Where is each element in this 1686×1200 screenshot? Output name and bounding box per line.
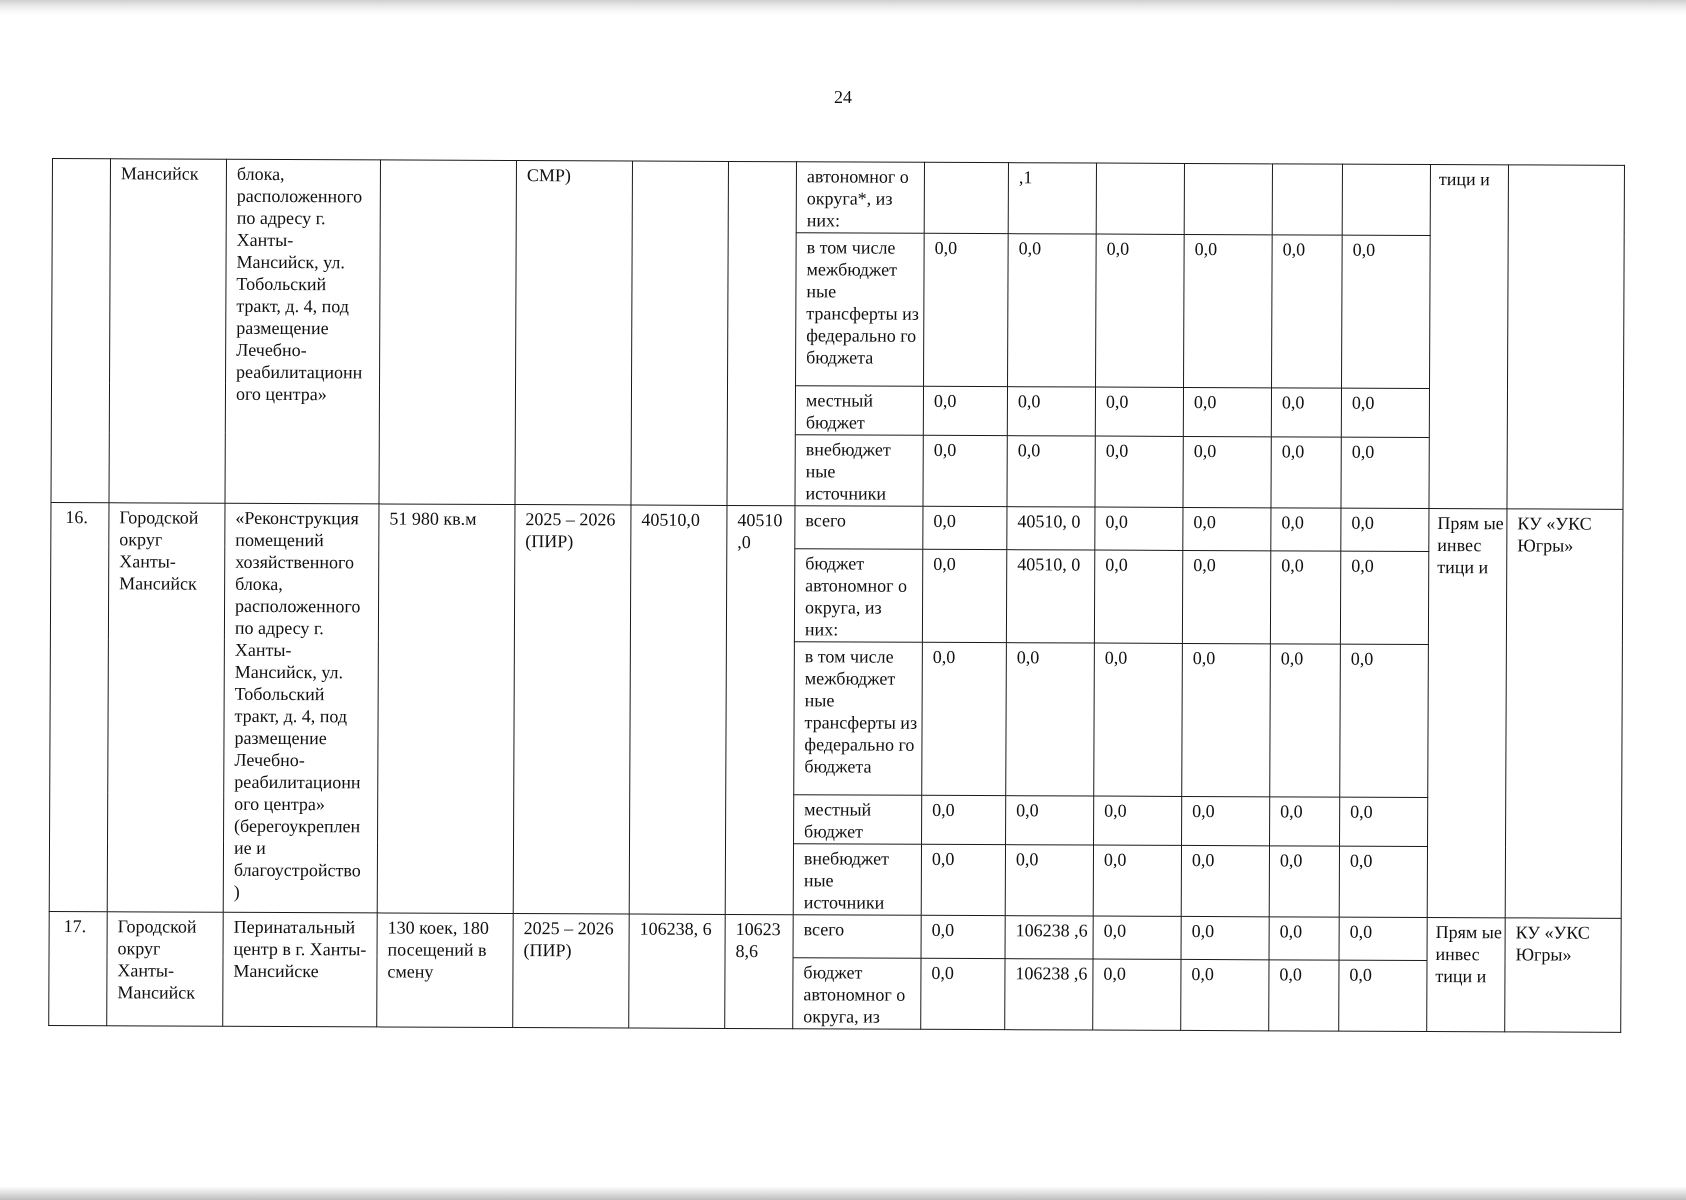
value-cell: 0,0 — [923, 435, 1007, 506]
balance-cell: 10623 8,6 — [725, 914, 793, 1028]
capacity-cell: 130 коек, 180 посещений в смену — [377, 913, 513, 1028]
row-number-cell — [51, 159, 111, 503]
source-label-cell: всего — [793, 915, 921, 959]
value-cell: 0,0 — [924, 233, 1009, 386]
investment-type-cell: тици и — [1429, 165, 1509, 509]
value-cell: 0,0 — [1093, 959, 1181, 1030]
value-cell: 0,0 — [1007, 436, 1095, 507]
value-cell — [1184, 163, 1272, 234]
value-cell — [1342, 164, 1430, 235]
value-cell: 0,0 — [1269, 917, 1339, 960]
value-cell: 0,0 — [1093, 845, 1181, 916]
value-cell: 0,0 — [1341, 437, 1429, 508]
value-cell: 0,0 — [921, 958, 1005, 1029]
value-cell: 0,0 — [1270, 551, 1340, 644]
value-cell: 0,0 — [1341, 388, 1429, 437]
value-cell: 0,0 — [1339, 960, 1427, 1031]
value-cell: 0,0 — [1006, 643, 1095, 796]
value-cell: 0,0 — [1095, 507, 1183, 550]
table-row — [51, 502, 1623, 552]
value-cell: 0,0 — [922, 642, 1007, 795]
value-cell: 0,0 — [1339, 846, 1427, 917]
district-cell: Городской округ Ханты-Мансийск — [107, 912, 223, 1027]
value-cell — [1096, 163, 1184, 234]
value-cell: 0,0 — [1181, 916, 1269, 959]
customer-cell: КУ «УКС Югры» — [1505, 509, 1623, 919]
value-cell: 0,0 — [1269, 960, 1339, 1031]
value-cell: 0,0 — [1008, 234, 1097, 387]
value-cell: 0,0 — [923, 386, 1007, 435]
district-cell: Городской округ Ханты-Мансийск — [107, 503, 225, 913]
source-label-cell: внебюджет ные источники — [795, 435, 923, 507]
value-cell: 0,0 — [1181, 845, 1269, 916]
value-cell: 0,0 — [1094, 550, 1182, 643]
value-cell — [1272, 164, 1342, 235]
value-cell: 0,0 — [1339, 917, 1427, 960]
source-label-cell: в том числе межбюджет ные трансферты из федерально го бюджета — [796, 233, 925, 387]
customer-cell: КУ «УКС Югры» — [1505, 918, 1621, 1033]
value-cell: 0,0 — [1342, 235, 1431, 388]
value-cell: 0,0 — [1094, 643, 1183, 796]
value-cell: 0,0 — [1006, 796, 1094, 845]
value-cell: 0,0 — [1340, 644, 1429, 797]
value-cell: 0,0 — [1182, 796, 1270, 845]
source-label-cell: внебюджет ные источники — [793, 844, 921, 916]
investment-table — [48, 158, 1625, 1033]
cost-cell: 106238, 6 — [629, 914, 725, 1028]
source-label-cell: местный бюджет — [794, 795, 922, 845]
row-number-cell: 16. — [49, 502, 109, 911]
capacity-cell: 51 980 кв.м — [377, 504, 515, 914]
value-cell: 0,0 — [1094, 796, 1182, 845]
value-cell: 0,0 — [1005, 845, 1093, 916]
value-cell: 0,0 — [1183, 387, 1271, 436]
scan-edge-top — [0, 0, 1686, 16]
value-cell: 0,0 — [1341, 508, 1429, 551]
balance-cell: 40510 ,0 — [725, 505, 795, 914]
district-cell: Мансийск — [109, 159, 226, 504]
source-label-cell: местный бюджет — [795, 386, 923, 436]
object-name-cell: блока, расположенного по адресу г. Ханты-Мансийск, ул. Тобольский тракт, д. 4, под размещение Лечебно-реабилитационн ого центра» — [225, 159, 380, 504]
table-row — [52, 159, 1624, 237]
value-cell: 0,0 — [1184, 234, 1273, 387]
value-cell: 0,0 — [1095, 387, 1183, 436]
value-cell: 0,0 — [1007, 387, 1095, 436]
value-cell — [924, 162, 1008, 233]
value-cell: 0,0 — [1095, 436, 1183, 507]
value-cell: 0,0 — [1183, 436, 1271, 507]
value-cell: 0,0 — [1096, 234, 1185, 387]
customer-cell — [1507, 165, 1624, 510]
value-cell: 0,0 — [1270, 797, 1340, 846]
value-cell: 0,0 — [1271, 388, 1341, 437]
table-row — [49, 911, 1621, 961]
scan-edge-bottom — [0, 1186, 1686, 1200]
source-label-cell: в том числе межбюджет ные трансферты из федерально го бюджета — [794, 642, 923, 796]
source-label-cell: бюджет автономног о округа, из них: — [794, 549, 922, 643]
value-cell: 40510, 0 — [1007, 507, 1095, 550]
balance-cell — [727, 161, 797, 505]
source-label-cell: всего — [795, 506, 923, 550]
value-cell: 0,0 — [1181, 959, 1269, 1030]
value-cell: 40510, 0 — [1006, 550, 1094, 643]
value-cell: ,1 — [1008, 163, 1096, 234]
value-cell: 0,0 — [921, 844, 1005, 915]
value-cell: 0,0 — [1093, 916, 1181, 959]
value-cell: 0,0 — [1271, 508, 1341, 551]
value-cell: 106238 ,6 — [1005, 916, 1093, 959]
value-cell: 0,0 — [923, 506, 1007, 549]
period-cell: 2025 – 2026 (ПИР) — [513, 914, 629, 1029]
object-name-cell: «Реконструкция помещений хозяйственного блока, расположенного по адресу г. Ханты-Мансийск, ул. Тобольский тракт, д. 4, под размещение Лечебно-реабилитационн ого центра» (берегоукреплен ие и благоустройство ) — [223, 503, 379, 913]
value-cell: 0,0 — [1182, 550, 1270, 643]
object-name-cell: Перинатальный центр в г. Ханты-Мансийске — [223, 912, 377, 1027]
value-cell: 0,0 — [1272, 235, 1343, 388]
source-label-cell: автономног о округа*, из них: — [796, 162, 924, 234]
investment-type-cell: Прям ые инвес тици и — [1427, 509, 1507, 918]
value-cell: 0,0 — [1182, 643, 1271, 796]
period-cell: СМР) — [515, 161, 632, 506]
value-cell: 0,0 — [1271, 437, 1341, 508]
value-cell: 0,0 — [1269, 846, 1339, 917]
cost-cell — [631, 161, 729, 505]
value-cell: 0,0 — [1340, 797, 1428, 846]
source-label-cell: бюджет автономног о округа, из — [793, 958, 921, 1030]
value-cell: 0,0 — [1183, 507, 1271, 550]
value-cell: 0,0 — [1270, 644, 1341, 797]
value-cell: 106238 ,6 — [1005, 959, 1093, 1030]
value-cell: 0,0 — [922, 549, 1006, 642]
capacity-cell — [379, 160, 516, 505]
value-cell: 0,0 — [921, 915, 1005, 958]
value-cell: 0,0 — [1340, 551, 1428, 644]
row-number-cell: 17. — [49, 911, 107, 1025]
investment-type-cell: Прям ые инвес тици и — [1427, 918, 1505, 1032]
cost-cell: 40510,0 — [629, 505, 727, 914]
page-number: 24 — [834, 87, 852, 107]
value-cell: 0,0 — [922, 795, 1006, 844]
period-cell: 2025 – 2026 (ПИР) — [513, 505, 631, 915]
